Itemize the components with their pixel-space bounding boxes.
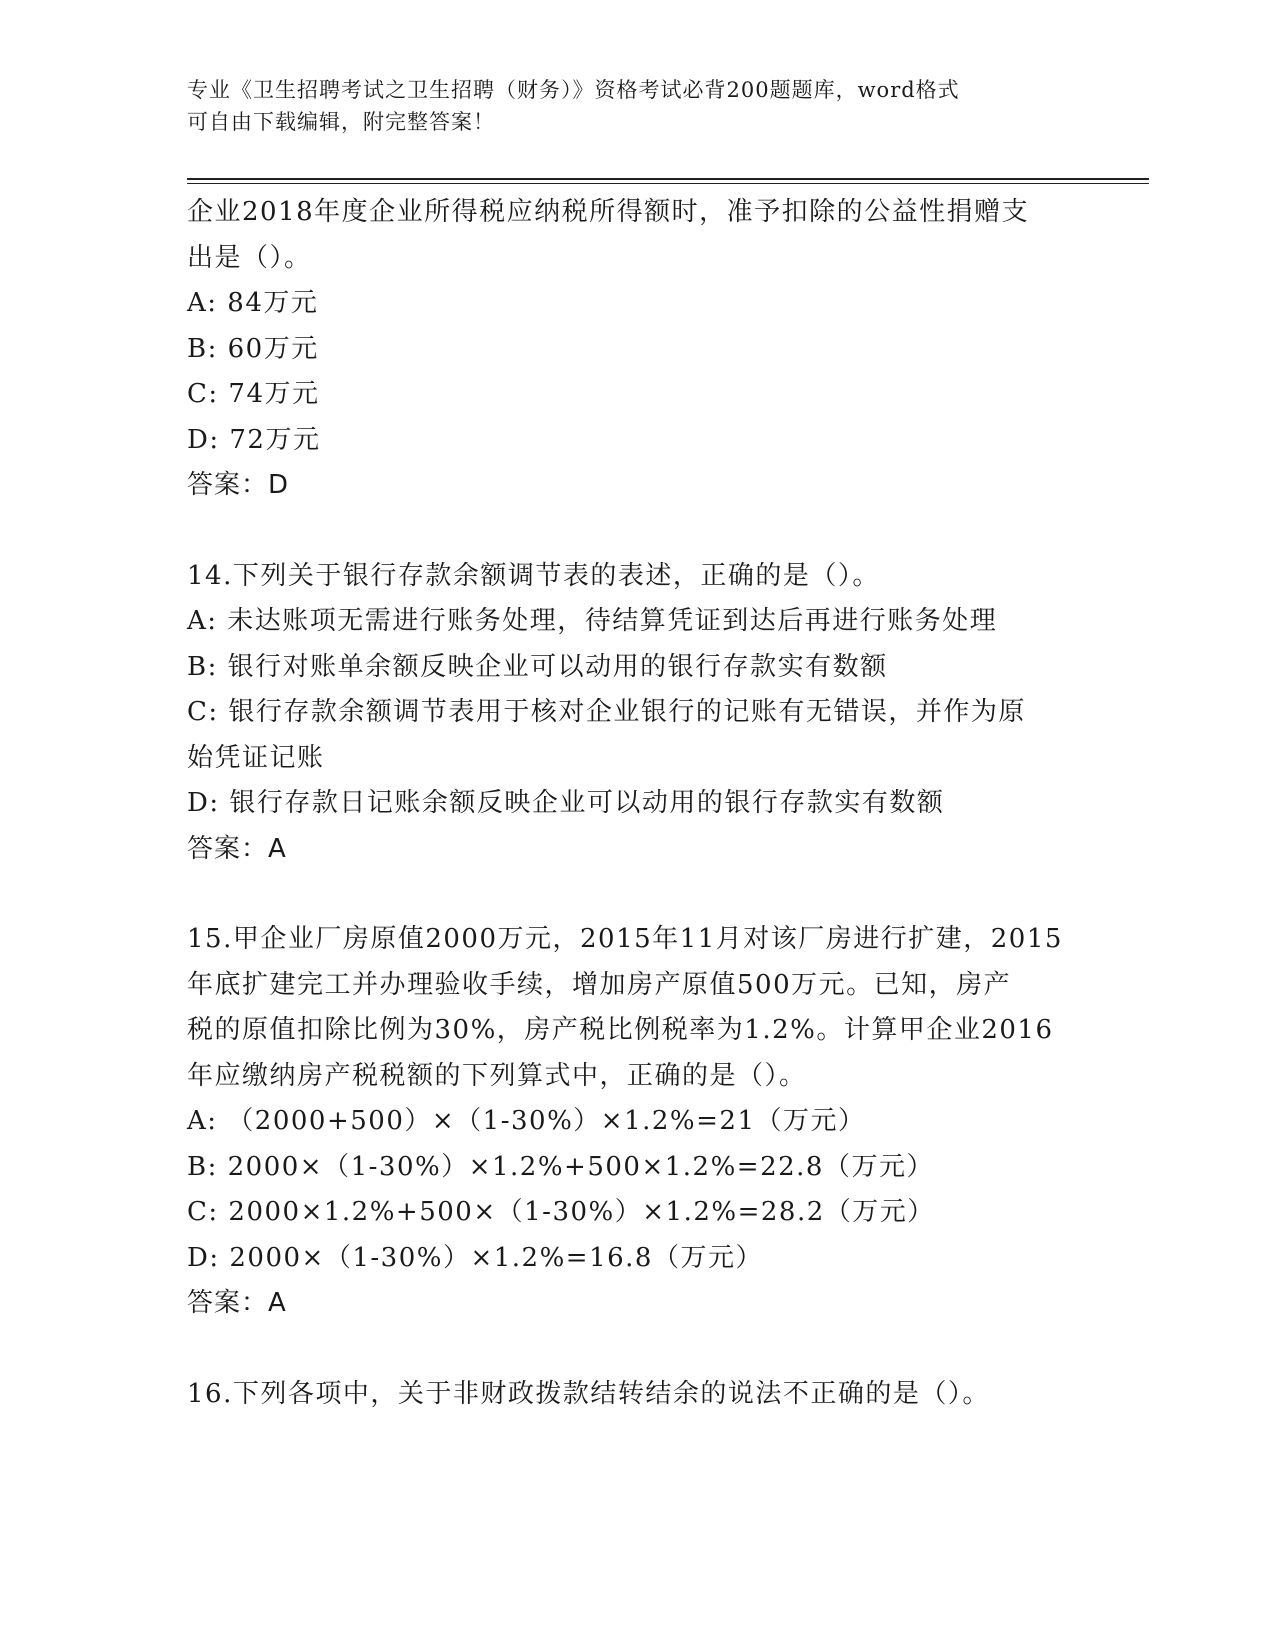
question-stem: 年底扩建完工并办理验收手续，增加房产原值500万元。已知，房产 [187, 969, 1012, 1000]
answer-line: 答案：D [187, 470, 290, 500]
question-stem: 出是（）。 [187, 242, 312, 273]
option-d: D: 银行存款日记账余额反映企业可以动用的银行存款实有数额 [187, 788, 945, 818]
option-c-continued: 始凭证记账 [187, 742, 325, 773]
spacer [187, 509, 1087, 554]
option-a: A: 84万元 [187, 288, 319, 318]
option-b: B: 2000×（1-30%）×1.2%+500×1.2%=22.8（万元） [187, 1151, 934, 1182]
spacer [187, 872, 1087, 917]
question-stem: 企业2018年度企业所得税应纳税所得额时，准予扣除的公益性捐赠支 [187, 197, 1030, 227]
option-b: B: 银行对账单余额反映企业可以动用的银行存款实有数额 [187, 651, 888, 682]
question-13 [187, 190, 1087, 509]
option-b: B: 60万元 [187, 333, 319, 364]
document-header [187, 74, 1087, 138]
question-stem: 税的原值扣除比例为30%，房产税比例税率为1.2%。计算甲企业2016 [187, 1015, 1054, 1045]
answer-line: 答案：A [187, 833, 287, 864]
question-14 [187, 554, 1087, 873]
option-d: D: 72万元 [187, 424, 321, 455]
header-line-1: 专业《卫生招聘考试之卫生招聘（财务）》资格考试必背200题题库，word格式 [187, 78, 960, 102]
header-rule-thick [187, 178, 1149, 180]
option-c: C: 2000×1.2%+500×（1-30%）×1.2%=28.2（万元） [187, 1197, 935, 1227]
option-c: C: 银行存款余额调节表用于核对企业银行的记账有无错误，并作为原 [187, 697, 1026, 727]
document-body [187, 190, 1087, 1417]
question-16 [187, 1372, 1087, 1418]
question-stem: 16.下列各项中，关于非财政拨款结转结余的说法不正确的是（）。 [187, 1378, 990, 1409]
spacer [187, 1327, 1087, 1372]
header-rule-thin [187, 183, 1149, 184]
question-stem: 年应缴纳房产税税额的下列算式中，正确的是（）。 [187, 1060, 807, 1091]
question-15 [187, 917, 1087, 1327]
option-a: A: 未达账项无需进行账务处理，待结算凭证到达后再进行账务处理 [187, 606, 998, 636]
question-stem: 14.下列关于银行存款余额调节表的表述，正确的是（）。 [187, 560, 880, 591]
option-d: D: 2000×（1-30%）×1.2%=16.8（万元） [187, 1242, 763, 1273]
option-c: C: 74万元 [187, 379, 320, 409]
header-line-2: 可自由下载编辑，附完整答案！ [187, 110, 495, 134]
answer-line: 答案：A [187, 1288, 287, 1318]
option-a: A: （2000+500）×（1-30%）×1.2%=21（万元） [187, 1106, 866, 1136]
question-stem: 15.甲企业厂房原值2000万元，2015年11月对该厂房进行扩建，2015 [187, 924, 1063, 954]
